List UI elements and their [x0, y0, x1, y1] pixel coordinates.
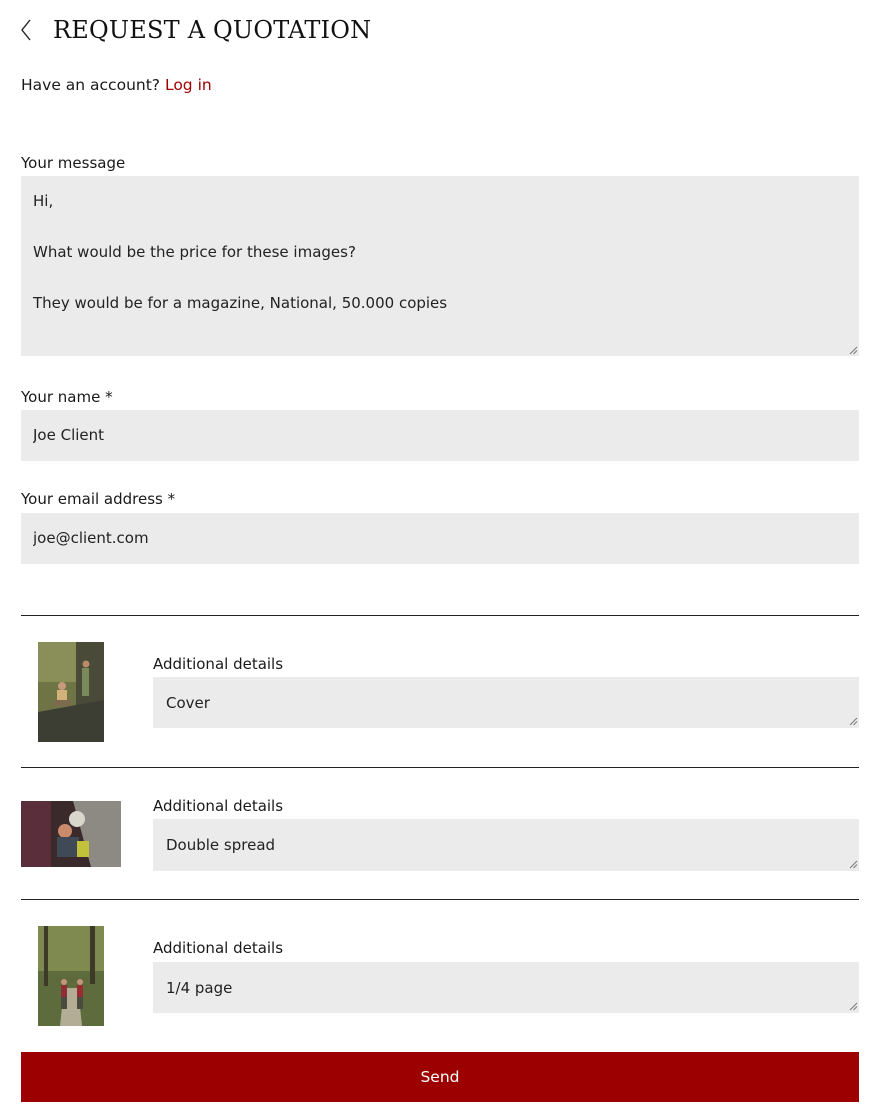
image-thumbnail-climber-sitting[interactable]: [38, 642, 104, 742]
image-thumbnail-climber-on-rock[interactable]: [21, 801, 121, 867]
divider: [21, 615, 859, 616]
additional-details-field[interactable]: [153, 819, 859, 871]
divider: [21, 767, 859, 768]
account-prompt-text: Have an account?: [21, 76, 161, 94]
additional-details-value: Double spread: [166, 836, 276, 854]
additional-details-field[interactable]: [153, 962, 859, 1013]
message-label: Your message: [21, 154, 126, 172]
additional-details-label: Additional details: [153, 939, 284, 957]
email-label: Your email address *: [21, 490, 176, 508]
login-link[interactable]: Log in: [164, 76, 212, 94]
additional-details-value: Cover: [166, 693, 210, 712]
page-header: [19, 10, 371, 50]
additional-details-field[interactable]: [153, 677, 859, 728]
chevron-left-icon[interactable]: [19, 17, 33, 43]
page-title: REQUEST A QUOTATION: [53, 16, 372, 44]
additional-details-label: Additional details: [153, 797, 284, 815]
additional-details-label: Additional details: [153, 655, 284, 673]
image-thumbnail-hikers-on-path[interactable]: [38, 926, 104, 1026]
name-label: Your name *: [21, 388, 113, 406]
divider: [21, 899, 859, 900]
email-field[interactable]: [21, 513, 859, 564]
send-button[interactable]: Send: [21, 1052, 859, 1102]
additional-details-value: 1/4 page: [166, 978, 233, 997]
name-field[interactable]: [21, 410, 859, 461]
account-prompt-line: [21, 76, 212, 94]
message-textarea[interactable]: [21, 176, 859, 356]
